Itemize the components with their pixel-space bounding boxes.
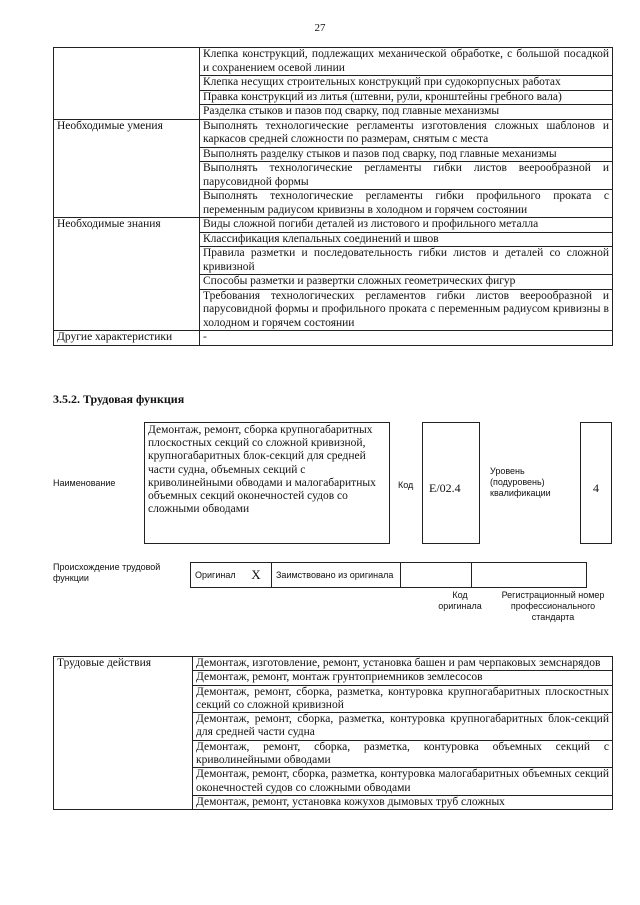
code-label: Код — [398, 480, 414, 490]
other-label: Другие характеристики — [54, 331, 200, 346]
table-cell: Клепка несущих строительных конструкций при судокорпусных работах — [200, 76, 613, 91]
table-cell: Требования технологических регламентов гибки листов веерообразной и парусовидной формы и профильного проката с переменным радиусом кривизны в холодном и горячем состоянии — [200, 289, 613, 331]
original-label: Оригинал — [191, 563, 242, 588]
reg-number-cell — [472, 563, 587, 588]
table-cell: Демонтаж, ремонт, монтаж грунтоприемников землесосов — [193, 671, 613, 685]
table-cell: Классификация клепальных соединений и швов — [200, 232, 613, 247]
name-label: Наименование — [53, 478, 116, 488]
table-cell: Виды сложной погиби деталей из листового и профильного металла — [200, 218, 613, 233]
original-mark: X — [241, 563, 272, 588]
skills-label: Необходимые умения — [54, 119, 200, 218]
labor-actions-table — [53, 656, 613, 810]
code-original-caption: Код оригинала — [438, 590, 482, 611]
borrowed-label: Заимствовано из оригинала — [272, 563, 401, 588]
empty-label-cell — [54, 48, 200, 120]
level-box: 4 — [580, 422, 612, 544]
origin-table — [190, 562, 587, 588]
table-cell: Выполнять разделку стыков и пазов под сварку, под главные механизмы — [200, 147, 613, 162]
level-label: Уровень (подуровень) квалификации — [490, 466, 551, 498]
page-number: 27 — [314, 22, 326, 34]
table-cell: Выполнять технологические регламенты изготовления сложных шаблонов и каркасов средней сложности по размерам, снятым с места — [200, 119, 613, 147]
table-cell: Выполнять технологические регламенты гибки листов веерообразной и парусовидной формы — [200, 162, 613, 190]
table-cell: Демонтаж, ремонт, сборка, разметка, контуровка малогабаритных объемных секций оконечностей судов со сложными обводами — [193, 768, 613, 796]
code-original-cell — [401, 563, 472, 588]
table-cell: Правка конструкций из литья (штевни, рули, кронштейны гребного вала) — [200, 90, 613, 105]
table-cell: Разделка стыков и пазов под сварку, под главные механизмы — [200, 105, 613, 120]
table-cell: Демонтаж, ремонт, сборка, разметка, контуровка крупногабаритных плоскостных секций со сложной кривизной — [193, 685, 613, 713]
requirements-table — [53, 47, 613, 346]
labor-actions-label: Трудовые действия — [54, 657, 193, 810]
table-cell: Выполнять технологические регламенты гибки профильного проката с переменным радиусом кривизны в холодном и горячем состоянии — [200, 190, 613, 218]
reg-number-caption: Регистрационный номер профессионального стандарта — [501, 590, 605, 622]
code-box: E/02.4 — [422, 422, 480, 544]
table-cell: - — [200, 331, 613, 346]
table-cell: Клепка конструкций, подлежащих механической обработке, с большой посадкой и сохранением осевой линии — [200, 48, 613, 76]
knowledge-label: Необходимые знания — [54, 218, 200, 331]
origin-label: Происхождение трудовой функции — [53, 562, 161, 583]
function-name-box: Демонтаж, ремонт, сборка крупногабаритных плоскостных секций со сложной кривизной, крупногабаритных блок-секций для средней части судна, объемных секций с криволинейными обводами и малогабаритных объемных секций оконечностей судов со сложными обводами — [144, 422, 390, 544]
table-cell: Демонтаж, изготовление, ремонт, установка башен и рам черпаковых земснарядов — [193, 657, 613, 671]
section-title: 3.5.2. Трудовая функция — [53, 392, 185, 406]
table-cell: Демонтаж, ремонт, установка кожухов дымовых труб сложных — [193, 795, 613, 809]
table-cell: Демонтаж, ремонт, сборка, разметка, контуровка объемных секций с криволинейными обводами — [193, 740, 613, 768]
table-cell: Правила разметки и последовательность гибки листов и деталей со сложной кривизной — [200, 247, 613, 275]
table-cell: Способы разметки и развертки сложных геометрических фигур — [200, 275, 613, 290]
table-cell: Демонтаж, ремонт, сборка, разметка, контуровка крупногабаритных блок-секций для средней части судна — [193, 713, 613, 741]
